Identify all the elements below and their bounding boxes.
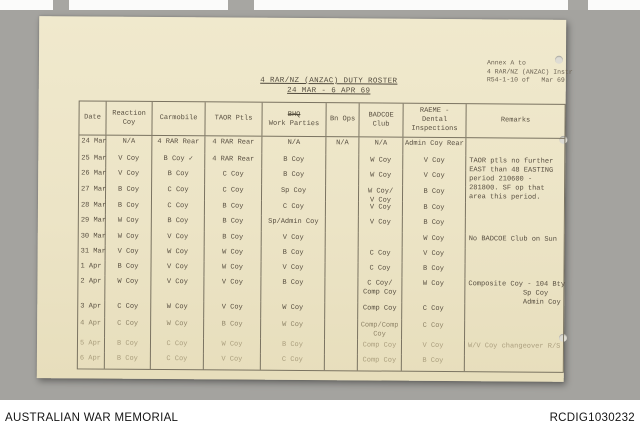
table-cell: [326, 154, 359, 169]
table-cell: Comp/Comp Coy: [358, 319, 402, 339]
table-cell: C Coy: [261, 354, 325, 370]
date-cell: 25 Mar: [79, 152, 106, 167]
date-cell: 29 Mar: [79, 214, 106, 230]
table-cell: C Coy: [402, 303, 465, 320]
table-cell: B Coy ✓: [152, 153, 205, 168]
header-label: Reaction Coy: [112, 109, 146, 127]
struck-header-word: BHQ: [287, 110, 301, 119]
table-cell: W Coy: [261, 319, 325, 339]
table-header-cell: [359, 103, 403, 136]
scanner-top-band: [0, 0, 640, 10]
table-cell: W Coy: [105, 276, 151, 301]
table-cell: C Coy: [151, 338, 204, 353]
table-cell: B Coy: [205, 215, 262, 231]
table-cell: V Coy: [151, 261, 204, 276]
table-cell: B Coy: [105, 261, 151, 276]
table-header-cell: [79, 101, 106, 134]
table-cell: B Coy: [152, 168, 205, 184]
date-cell: 27 Mar: [79, 183, 106, 199]
table-cell: B Coy: [262, 154, 326, 169]
table-cell: Sp/Admin Coy: [262, 216, 326, 232]
document-title: [189, 75, 469, 97]
table-cell: B Coy: [152, 215, 205, 231]
table-cell: V Coy: [106, 168, 152, 184]
date-cell: 3 Apr: [78, 300, 105, 317]
table-cell: [326, 201, 359, 216]
table-cell: C Coy/ Comp Coy: [358, 277, 402, 302]
table-cell: V Coy: [403, 155, 466, 170]
table-cell: W Coy: [152, 246, 205, 261]
table-cell: B Coy: [402, 355, 465, 371]
table-cell: B Coy: [262, 169, 326, 185]
table-cell: C Coy: [262, 201, 326, 216]
table-cell: [326, 185, 359, 201]
table-cell: B Coy: [205, 231, 262, 246]
table-header-cell: [326, 103, 359, 136]
table-header-cell: [152, 102, 205, 135]
table-cell: N/A: [326, 137, 359, 154]
remarks-cell: [466, 202, 564, 218]
table-cell: V Coy: [261, 262, 325, 277]
remarks-cell: Composite Coy - 104 Bty Sp Coy Admin Coy: [468, 280, 566, 307]
table-cell: [325, 277, 358, 302]
title-line-1: 4 RAR/NZ (ANZAC) DUTY ROSTER: [260, 76, 398, 86]
date-cell: 24 Mar: [79, 135, 106, 152]
table-cell: W Coy: [151, 318, 204, 338]
table-cell: C Coy: [402, 320, 465, 340]
table-cell: B Coy: [403, 217, 466, 233]
table-cell: W Coy: [106, 215, 152, 231]
table-cell: V Coy: [359, 201, 403, 216]
title-line-2: 24 MAR - 6 APR 69: [287, 86, 371, 96]
table-cell: B Coy: [105, 338, 151, 353]
table-cell: B Coy: [105, 353, 151, 369]
table-cell: C Coy: [151, 353, 204, 369]
table-cell: C Coy: [359, 247, 403, 262]
remarks-cell: [466, 170, 564, 187]
table-cell: N/A: [106, 136, 152, 153]
table-cell: Sp Coy: [262, 185, 326, 201]
table-cell: [326, 216, 359, 232]
table-header-cell: [205, 102, 262, 135]
table-cell: N/A: [359, 137, 403, 154]
table-cell: Comp Coy: [358, 339, 402, 354]
table-cell: B Coy: [262, 247, 326, 262]
date-cell: 4 Apr: [78, 317, 105, 337]
roster-table: [77, 100, 566, 372]
annex-reference-note: [487, 59, 573, 85]
table-cell: B Coy: [402, 263, 465, 278]
table-cell: V Coy: [403, 170, 466, 186]
table-cell: B Coy: [205, 200, 262, 215]
table-cell: C Coy: [152, 200, 205, 215]
table-header-cell: [403, 104, 466, 137]
header-label: TAOR Ptls: [214, 114, 253, 123]
header-label: RAEME - Dental Inspections: [411, 106, 458, 134]
table-cell: B Coy: [403, 202, 466, 217]
table-cell: [326, 247, 359, 262]
table-cell: V Coy: [152, 231, 205, 246]
table-cell: W Coy: [261, 302, 325, 319]
remarks-cell: [465, 303, 563, 321]
table-cell: W Coy: [106, 231, 152, 246]
table-cell: W Coy: [205, 246, 262, 261]
date-cell: 5 Apr: [78, 337, 105, 352]
date-cell: 6 Apr: [78, 352, 105, 368]
date-cell: 28 Mar: [79, 199, 106, 214]
table-cell: Admin Coy Rear: [403, 138, 466, 155]
date-cell: 26 Mar: [79, 167, 106, 183]
table-cell: [359, 232, 403, 247]
table-cell: [325, 339, 358, 354]
table-header-cell: [466, 104, 564, 138]
archive-footer-bar: [0, 400, 640, 435]
table-cell: 4 RAR Rear: [152, 136, 205, 153]
scanner-artifact: [53, 0, 69, 10]
header-label: BADCOE Club: [368, 110, 394, 129]
table-cell: Comp Coy: [358, 354, 402, 370]
table-cell: V Coy: [204, 276, 261, 301]
archive-reference-id: RCDIG1030232: [549, 411, 635, 424]
remarks-cell: TAOR ptls no further EAST than 48 EASTING period 210600 - 281800. SF op that area this period.: [468, 157, 554, 202]
table-cell: 4 RAR Rear: [205, 153, 262, 168]
table-cell: C Coy: [105, 301, 151, 318]
remarks-cell: [465, 320, 563, 341]
table-cell: [326, 232, 359, 247]
remarks-cell: W/V Coy changeover R/S: [467, 342, 561, 351]
table-header-row: [79, 101, 564, 138]
table-cell: W Coy: [204, 338, 261, 353]
table-header-cell: [106, 102, 152, 135]
table-cell: B Coy: [261, 277, 325, 302]
remarks-cell: [466, 217, 564, 234]
header-label: Work Parties: [268, 119, 320, 128]
table-cell: [326, 169, 359, 185]
table-cell: [325, 302, 358, 319]
header-label: Bn Ops: [329, 115, 356, 124]
table-cell: C Coy: [205, 168, 262, 184]
table-cell: V Coy: [262, 232, 326, 247]
table-cell: W Coy/ V Coy: [359, 185, 403, 201]
table-cell: [325, 262, 358, 277]
date-cell: 1 Apr: [78, 260, 105, 275]
table-cell: C Coy: [105, 318, 151, 338]
table-cell: B Coy: [403, 186, 466, 202]
table-cell: V Coy: [204, 301, 261, 318]
table-cell: W Coy: [403, 233, 466, 248]
table-cell: C Coy: [358, 262, 402, 277]
table-cell: W Coy: [359, 169, 403, 185]
document-page: [37, 16, 573, 382]
table-cell: C Coy: [205, 184, 262, 200]
date-cell: 31 Mar: [79, 245, 106, 260]
table-header-cell: [262, 103, 326, 136]
remarks-cell: [466, 248, 564, 264]
table-cell: B Coy: [106, 184, 152, 200]
table-cell: B Coy: [261, 339, 325, 354]
table-cell: V Coy: [106, 246, 152, 261]
remarks-cell: [465, 355, 563, 372]
table-cell: V Coy: [359, 216, 403, 232]
table-cell: V Coy: [204, 353, 261, 369]
table-cell: [325, 354, 358, 370]
table-cell: V Coy: [106, 153, 152, 168]
date-cell: 2 Apr: [78, 275, 105, 300]
table-cell: C Coy: [152, 184, 205, 200]
annex-line-2: 4 RAR/NZ (ANZAC) Instr: [486, 67, 573, 76]
remarks-cell: No BADCOE Club on Sun: [468, 235, 557, 244]
table-cell: V Coy: [403, 248, 466, 263]
table-cell: W Coy: [402, 278, 465, 303]
archive-source-label: AUSTRALIAN WAR MEMORIAL: [5, 411, 179, 424]
header-label: Carmobile: [159, 114, 198, 123]
table-cell: W Coy: [359, 154, 403, 169]
table-cell: V Coy: [151, 276, 204, 301]
table-cell: W Coy: [204, 261, 261, 276]
scanner-artifact: [228, 0, 254, 10]
table-cell: B Coy: [204, 318, 261, 338]
table-cell: [325, 319, 358, 339]
table-cell: W Coy: [151, 301, 204, 318]
scanner-artifact: [568, 0, 588, 10]
annex-line-3: R54-1-10 of Mar 69: [486, 76, 565, 84]
table-cell: V Coy: [402, 340, 465, 355]
header-label: Date: [84, 113, 101, 122]
remarks-cell: [466, 138, 564, 156]
remarks-cell: [465, 263, 563, 279]
table-row: [78, 352, 563, 371]
table-cell: N/A: [262, 137, 326, 154]
header-label: Remarks: [500, 116, 531, 125]
table-cell: 4 RAR Rear: [205, 136, 262, 153]
table-cell: B Coy: [106, 200, 152, 215]
remarks-cell: [466, 186, 564, 203]
annex-line-1: Annex A to: [486, 59, 526, 67]
date-cell: 30 Mar: [79, 230, 106, 245]
table-cell: Comp Coy: [358, 302, 402, 319]
